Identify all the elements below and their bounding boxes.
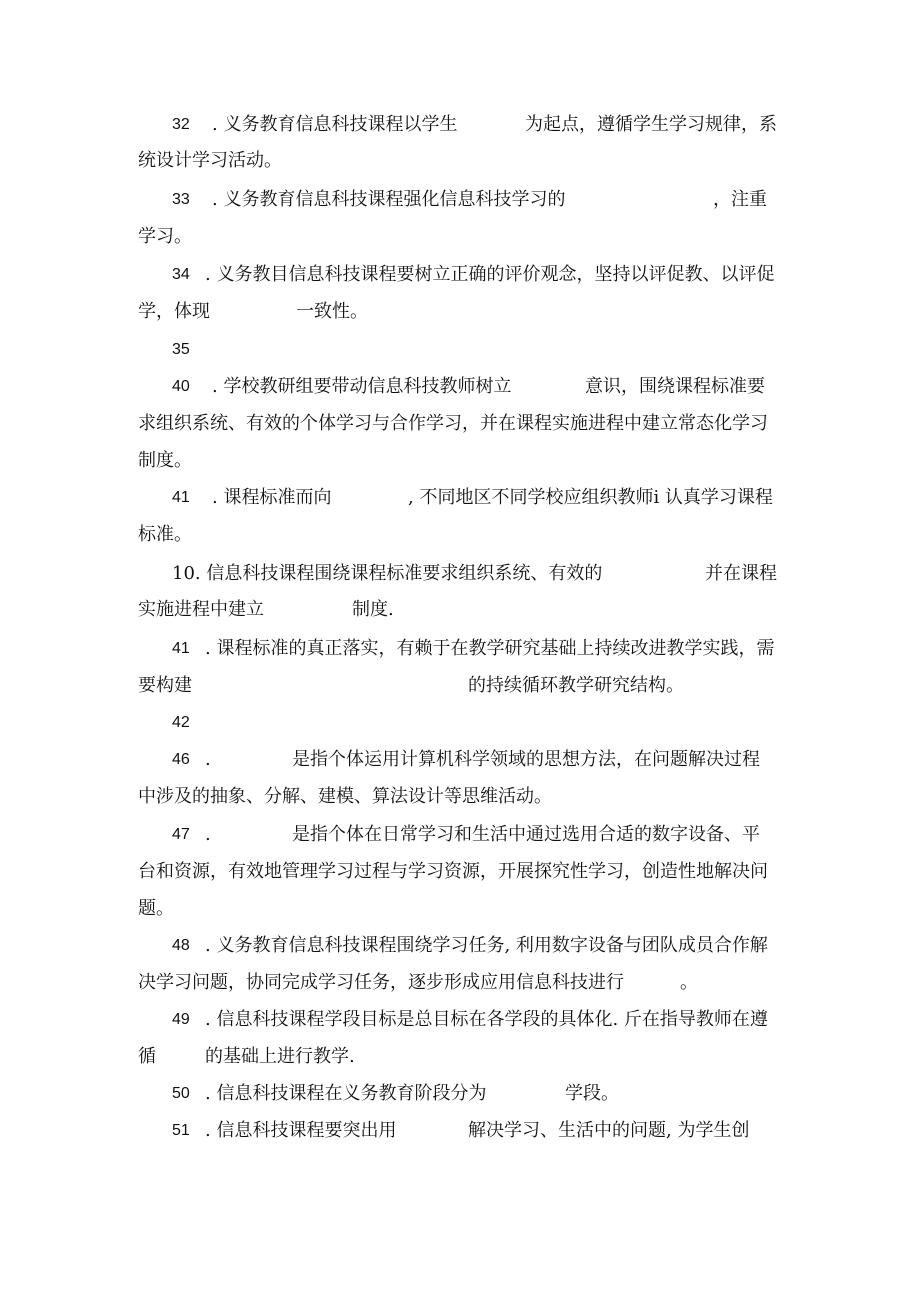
question-text: 求组织系统、有效的个体学习与合作学习，并在课程实施进程中建立常态化学习 [138,413,768,434]
question-text: 是指个体在日常学习和生活中通过选用合适的数字设备、平 [292,824,760,845]
question-number: 41 [172,640,190,657]
question-number: 47 [172,826,190,843]
question-text: . 义务教育信息科技课程以学生 [212,114,458,135]
question-text: 台和资源，有效地管理学习过程与学习资源，开展探究性学习，创造性地解决问 [138,861,768,882]
question-text: 制度. [352,599,394,620]
question-text: . 义务教育信息科技课程强化信息科技学习的 [212,189,566,210]
question-text: 学段。 [565,1083,619,1104]
question-text: 是指个体运用计算机科学领域的思想方法，在问题解决过程 [292,749,760,770]
question-number: 50 [172,1085,190,1102]
question-text: 。 [680,972,698,993]
question-text: . 信息科技课程要突出用 [205,1120,397,1141]
question-number: 46 [172,751,190,768]
question-number: 42 [172,714,190,731]
question-text: 10. 信息科技课程围绕课程标准要求组织系统、有效的 [172,563,603,584]
question-text: 统设计学习活动。 [138,150,282,171]
question-text: 标准。 [138,524,192,545]
question-text: 为起点，遵循学生学习规律，系 [525,114,777,135]
question-text: , 不同地区不同学校应组织教师i 认真学习课程 [408,487,773,508]
question-text: . 信息科技课程学段目标是总目标在各学段的具体化. 斤在指导教师在遵 [205,1009,768,1030]
question-text: 并在课程 [705,563,777,584]
question-number: 35 [172,341,190,358]
question-text: . 课程标准的真正落实，有赖于在教学研究基础上持续改进教学实践，需 [205,638,775,659]
question-text: 学习。 [138,226,192,247]
question-number: 51 [172,1122,190,1139]
question-text: 解决学习、生活中的问题, 为学生创 [468,1120,750,1141]
question-text: . 学校教研组要带动信息科技教师树立 [212,376,512,397]
question-text: 意识，围绕课程标准要 [585,376,765,397]
question-text: 学，体现 [138,301,210,322]
question-number: 41 [172,489,190,506]
question-text: . 信息科技课程在义务教育阶段分为 [205,1083,487,1104]
question-text: . [205,749,211,770]
question-text: 制度。 [138,450,192,471]
question-number: 49 [172,1011,190,1028]
question-number: 48 [172,937,190,954]
question-text: 决学习问题，协同完成学习任务，逐步形成应用信息科技进行 [138,972,624,993]
question-number: 40 [172,378,190,395]
question-text: . 课程标准而向 [212,487,332,508]
question-text: ，注重 [713,189,767,210]
question-text: 循 [138,1046,156,1067]
question-text: 一致性。 [296,301,368,322]
question-text: 要构建 [138,675,192,696]
question-text: . [205,824,211,845]
question-text: 中涉及的抽象、分解、建模、算法设计等思维活动。 [138,786,552,807]
question-text: . 义务教目信息科技课程要树立正确的评价观念，坚持以评促教、以评促 [205,264,775,285]
question-number: 34 [172,266,190,283]
question-text: 实施进程中建立 [138,599,264,620]
question-text: 的持续循环教学研究结构。 [468,675,684,696]
question-text: . 义务教育信息科技课程围绕学习任务, 利用数字设备与团队成员合作解 [205,935,768,956]
question-text: 题。 [138,898,174,919]
question-number: 33 [172,191,190,208]
question-text: 的基础上进行教学. [205,1046,355,1067]
question-number: 32 [172,116,190,133]
